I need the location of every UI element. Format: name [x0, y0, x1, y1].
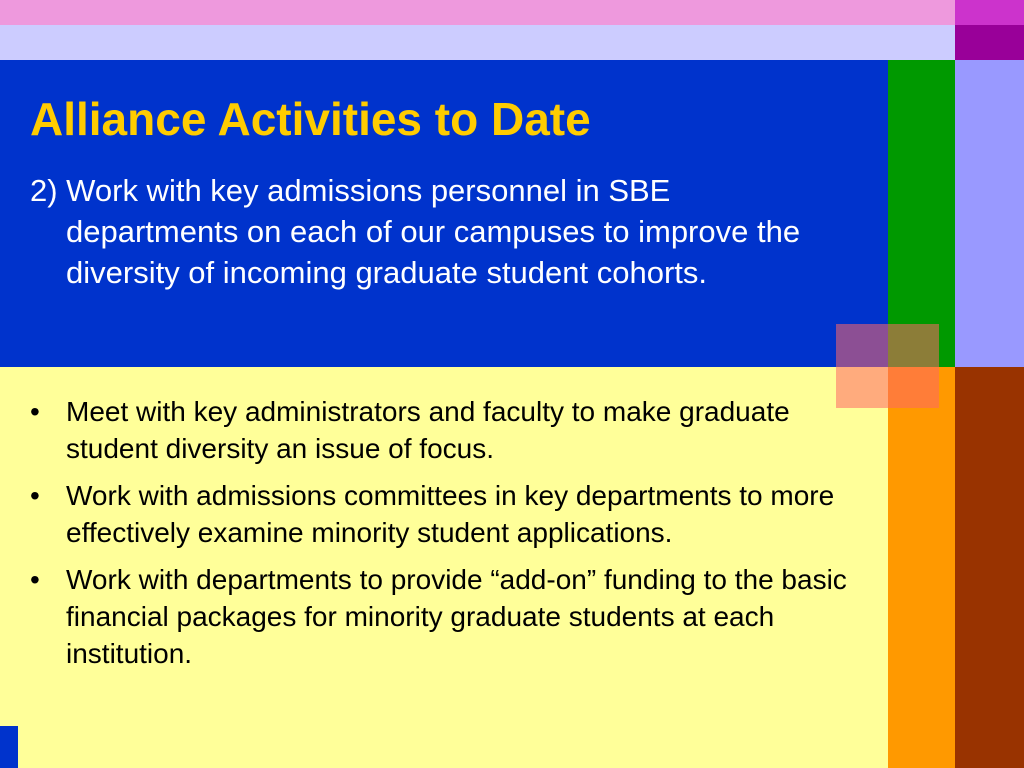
green-vertical-bar [888, 60, 955, 367]
bullet-item [30, 477, 860, 551]
lavender-vertical-bar [955, 60, 1024, 367]
bullet-text: Meet with key administrators and faculty to make graduate student diversity an issue of focus. [66, 396, 790, 464]
bottom-left-blue-bar [0, 726, 18, 768]
bullet-text: Work with admissions committees in key departments to more effectively examine minority student applications. [66, 480, 835, 548]
bullet-dot-icon: • [30, 564, 40, 595]
bullet-dot-icon: • [30, 396, 40, 427]
bullet-item [30, 393, 860, 467]
slide-subtitle: 2) Work with key admissions personnel in SBE departments on each of our campuses to improve the diversity of incoming graduate student cohorts. [30, 173, 801, 290]
top-right-magenta-square [955, 0, 1024, 25]
orange-vertical-bar [888, 367, 955, 768]
top-lavender-stripe [0, 25, 955, 60]
bullet-dot-icon: • [30, 480, 40, 511]
top-pink-stripe [0, 0, 955, 25]
bullet-text: Work with departments to provide “add-on” funding to the basic financial packages for minority graduate students at each institution. [66, 564, 847, 669]
slide-title: Alliance Activities to Date [30, 93, 591, 145]
top-right-purple-square [955, 25, 1024, 60]
bullet-list [30, 393, 860, 682]
brown-vertical-bar [955, 367, 1024, 768]
translucent-square-right [888, 324, 939, 408]
bullet-item [30, 561, 860, 672]
